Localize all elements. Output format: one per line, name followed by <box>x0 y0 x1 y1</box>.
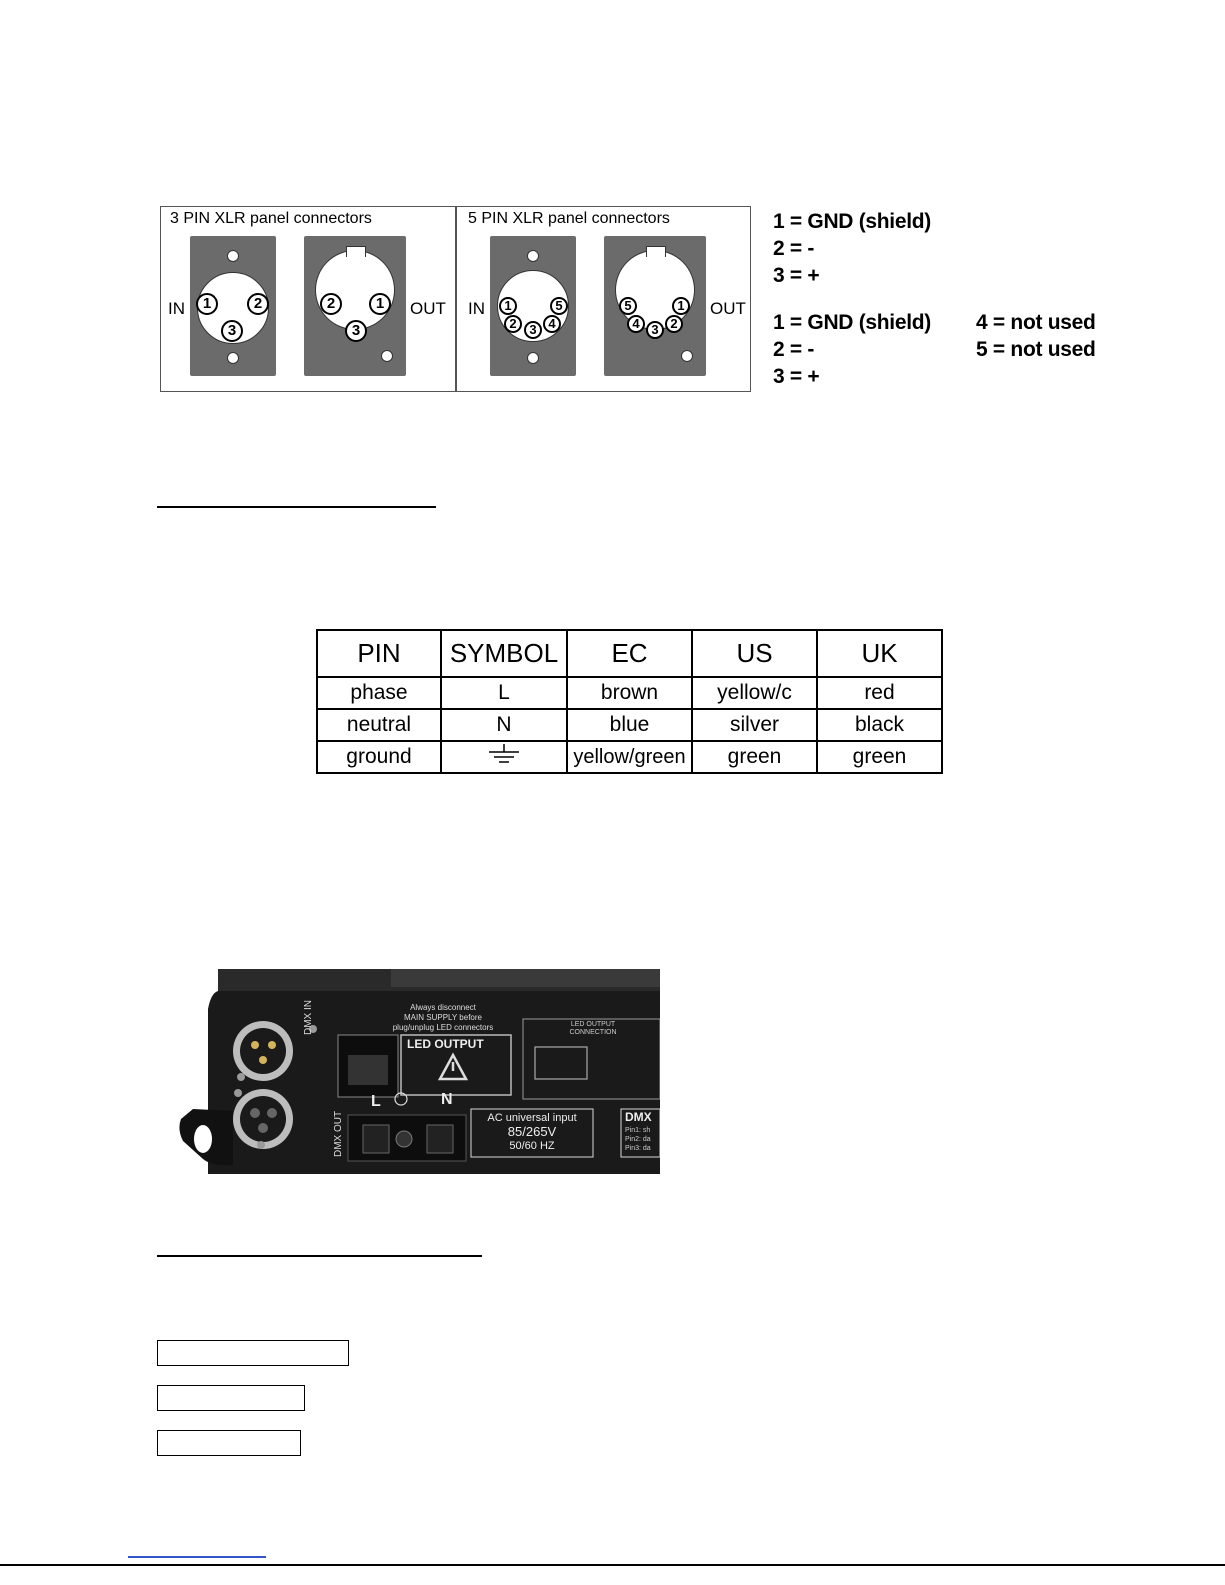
footer-rule <box>0 1564 1225 1566</box>
header-uk: UK <box>817 630 942 677</box>
ac-line: AC universal input <box>487 1112 577 1124</box>
header-us: US <box>692 630 817 677</box>
ac-line: 85/265V <box>507 1124 557 1139</box>
mount-hole <box>527 352 539 364</box>
mains-wiring-table <box>316 629 943 774</box>
header-pin: PIN <box>317 630 441 677</box>
section-heading-underline <box>157 506 436 508</box>
table-row <box>317 677 942 709</box>
mount-hole <box>681 350 693 362</box>
table-cell: ground <box>317 741 441 773</box>
latch-tab <box>646 246 666 257</box>
table-cell: black <box>817 709 942 741</box>
section-heading-underline <box>157 1255 482 1257</box>
legend3-line: 3 = + <box>773 264 820 287</box>
xlr3-out-socket <box>315 250 395 330</box>
mount-hole <box>381 350 393 362</box>
ac-line: 50/60 HZ <box>509 1140 555 1152</box>
legend5-line: 3 = + <box>773 365 820 388</box>
led-output-label: LED OUTPUT <box>407 1037 484 1051</box>
xlr5-in-plate <box>490 236 576 376</box>
xlr5-out-socket <box>615 250 695 330</box>
pin-4: 4 <box>543 315 561 333</box>
table-row <box>317 741 942 773</box>
pin-2: 2 <box>504 315 522 333</box>
table-cell: yellow/green <box>567 741 692 773</box>
pin-3: 3 <box>221 320 243 342</box>
dmx-pin-line: Pin3: da <box>625 1145 651 1152</box>
neutral-terminal-label: N <box>441 1091 453 1108</box>
dmx-pin-line: Pin1: sh <box>625 1127 651 1134</box>
table-cell: yellow/c <box>692 677 817 709</box>
legend5-line: 4 = not used <box>976 311 1096 334</box>
pin-1: 1 <box>369 293 391 315</box>
panel3-title: 3 PIN XLR panel connectors <box>170 210 372 227</box>
table-header-row <box>317 630 942 677</box>
table-cell: silver <box>692 709 817 741</box>
pin-3: 3 <box>646 321 664 339</box>
xlr3-in-label: IN <box>168 299 185 318</box>
header-symbol: SYMBOL <box>441 630 567 677</box>
outlined-box <box>157 1385 305 1411</box>
xlr3-in-plate <box>190 236 276 376</box>
xlr3-out-plate <box>304 236 406 376</box>
table-cell: phase <box>317 677 441 709</box>
xlr5-out-label: OUT <box>710 299 746 318</box>
ac-input-label <box>473 1111 591 1153</box>
table-cell: brown <box>567 677 692 709</box>
legend5-line: 2 = - <box>773 338 815 361</box>
table-cell <box>441 741 567 773</box>
pin-3: 3 <box>524 321 542 339</box>
latch-tab <box>346 246 366 257</box>
mount-hole <box>527 250 539 262</box>
xlr5-out-plate <box>604 236 706 376</box>
legend5-line: 5 = not used <box>976 338 1096 361</box>
outlined-box <box>157 1430 301 1456</box>
warning-line: Always disconnect <box>410 1003 476 1012</box>
dmx-in-label: DMX IN <box>303 1000 314 1035</box>
pin-2: 2 <box>665 315 683 333</box>
table-cell: green <box>692 741 817 773</box>
warning-line: plug/unplug LED connectors <box>392 1023 494 1032</box>
dmx-pin-line: Pin2: da <box>625 1136 651 1143</box>
panel5-title: 5 PIN XLR panel connectors <box>468 210 670 227</box>
outlined-box <box>157 1340 349 1366</box>
pin-2: 2 <box>247 293 269 315</box>
dmx-out-label: DMX OUT <box>333 1110 344 1157</box>
pin-1: 1 <box>499 297 517 315</box>
table-cell: blue <box>567 709 692 741</box>
legend3-line: 1 = GND (shield) <box>773 210 931 233</box>
legend3-line: 2 = - <box>773 237 815 260</box>
led-output-connection-label: LED OUTPUT CONNECTION <box>569 1021 617 1036</box>
mount-hole <box>227 352 239 364</box>
warning-line: MAIN SUPPLY before <box>404 1013 482 1022</box>
rear-panel-photo <box>163 969 660 1174</box>
pin-1: 1 <box>196 293 218 315</box>
header-ec: EC <box>567 630 692 677</box>
table-row <box>317 709 942 741</box>
pin-2: 2 <box>320 293 342 315</box>
mount-hole <box>227 250 239 262</box>
warning-text <box>378 1003 508 1033</box>
table-cell: neutral <box>317 709 441 741</box>
pin-5: 5 <box>619 297 637 315</box>
table-cell: N <box>441 709 567 741</box>
panel-divider <box>455 206 457 392</box>
table-cell: L <box>441 677 567 709</box>
xlr3-out-label: OUT <box>410 299 446 318</box>
table-cell: red <box>817 677 942 709</box>
pin-4: 4 <box>627 315 645 333</box>
pin-3: 3 <box>345 320 367 342</box>
dmx-pinout-list <box>625 1126 651 1153</box>
pin-5: 5 <box>550 297 568 315</box>
table-cell: green <box>817 741 942 773</box>
dmx-pinout-title: DMX <box>625 1110 652 1124</box>
xlr5-in-label: IN <box>468 299 485 318</box>
footer-link-underline[interactable] <box>128 1556 266 1558</box>
live-terminal-label: L <box>371 1093 381 1110</box>
pin-1: 1 <box>672 297 690 315</box>
legend5-line: 1 = GND (shield) <box>773 311 931 334</box>
ground-symbol-icon <box>484 742 524 766</box>
